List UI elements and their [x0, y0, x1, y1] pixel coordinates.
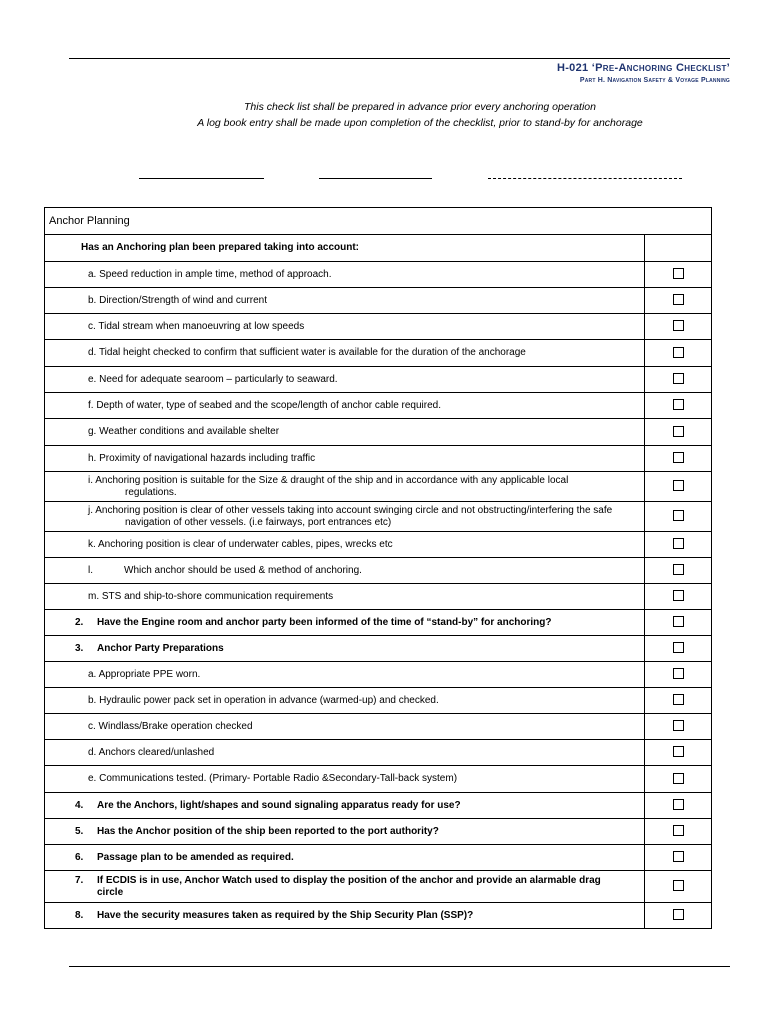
question-2-text [45, 610, 645, 636]
item-i-line-2: regulations. [125, 486, 177, 498]
item-h-text: h. Proximity of navigational hazards including traffic [45, 446, 645, 472]
prep-c-text: c. Windlass/Brake operation checked [45, 714, 645, 740]
question-7-text [45, 871, 645, 903]
question-6-checkbox[interactable] [673, 851, 684, 862]
item-a-checkbox[interactable] [673, 268, 684, 279]
question-8-number: 8. [75, 909, 84, 921]
item-l-checkbox[interactable] [673, 564, 684, 575]
table-row [45, 288, 712, 314]
table-row [45, 262, 712, 288]
table-row [45, 393, 712, 419]
table-row [45, 558, 712, 584]
item-i-text [45, 472, 645, 502]
item-k-text: k. Anchoring position is clear of underwater cables, pipes, wrecks etc [45, 532, 645, 558]
item-j-text [45, 502, 645, 532]
item-l-desc: Which anchor should be used & method of anchoring. [124, 564, 362, 576]
table-row [45, 610, 712, 636]
prep-d-text: d. Anchors cleared/unlashed [45, 740, 645, 766]
header-rule [69, 58, 730, 59]
table-row [45, 662, 712, 688]
item-c-checkbox[interactable] [673, 320, 684, 331]
question-6-number: 6. [75, 851, 84, 863]
document-subtitle: Part H. Navigation Safety & Voyage Planning [579, 77, 730, 84]
item-d-checkbox[interactable] [673, 347, 684, 358]
question-5-label: Has the Anchor position of the ship been reported to the port authority? [97, 825, 439, 837]
question-3-checkbox[interactable] [673, 642, 684, 653]
item-i-checkbox[interactable] [673, 480, 684, 491]
table-row [45, 903, 712, 929]
prep-c-checkbox[interactable] [673, 720, 684, 731]
table-row [45, 367, 712, 393]
item-g-checkbox[interactable] [673, 426, 684, 437]
table-row [45, 740, 712, 766]
question-8-label: Have the security measures taken as required by the Ship Security Plan (SSP)? [97, 909, 474, 921]
item-i-line-1: i. Anchoring position is suitable for the Size & draught of the ship and in accordance with any applicable local [88, 474, 569, 486]
section-title: Anchor Planning [45, 208, 712, 235]
question-7-checkbox[interactable] [673, 880, 684, 891]
question-2-checkbox[interactable] [673, 616, 684, 627]
document-title: H-021 ‘Pre-Anchoring Checklist’ [556, 62, 730, 74]
question-1-check-cell [645, 235, 712, 262]
table-row [45, 340, 712, 367]
question-7-number: 7. [75, 874, 84, 886]
table-row [45, 419, 712, 446]
item-b-checkbox[interactable] [673, 294, 684, 305]
table-row [45, 314, 712, 340]
question-6-text [45, 845, 645, 871]
item-f-text: f. Depth of water, type of seabed and the scope/length of anchor cable required. [45, 393, 645, 419]
question-5-checkbox[interactable] [673, 825, 684, 836]
signature-line-1[interactable] [139, 178, 264, 179]
prep-a-text: a. Appropriate PPE worn. [45, 662, 645, 688]
item-j-checkbox[interactable] [673, 510, 684, 521]
item-m-checkbox[interactable] [673, 590, 684, 601]
item-l-label: l. [88, 564, 93, 576]
question-8-checkbox[interactable] [673, 909, 684, 920]
item-m-text: m. STS and ship-to-shore communication requirements [45, 584, 645, 610]
item-e-checkbox[interactable] [673, 373, 684, 384]
question-4-checkbox[interactable] [673, 799, 684, 810]
table-row [45, 235, 712, 262]
table-row [45, 871, 712, 903]
prep-b-text: b. Hydraulic power pack set in operation in advance (warmed-up) and checked. [45, 688, 645, 714]
footer-rule [69, 966, 730, 967]
intro-line-2: A log book entry shall be made upon completion of the checklist, prior to stand-by for anchorage [197, 117, 643, 129]
item-h-checkbox[interactable] [673, 452, 684, 463]
item-e-text: e. Need for adequate searoom – particularly to seaward. [45, 367, 645, 393]
question-8-text [45, 903, 645, 929]
question-3-label: Anchor Party Preparations [97, 642, 224, 654]
item-k-checkbox[interactable] [673, 538, 684, 549]
signature-line-2[interactable] [319, 178, 432, 179]
question-1-text: Has an Anchoring plan been prepared taking into account: [45, 235, 645, 262]
intro-line-1: This check list shall be prepared in advance prior every anchoring operation [244, 101, 596, 113]
table-row [45, 472, 712, 502]
prep-d-checkbox[interactable] [673, 746, 684, 757]
item-l-text [45, 558, 645, 584]
question-3-number: 3. [75, 642, 84, 654]
question-7-line-1: If ECDIS is in use, Anchor Watch used to display the position of the anchor and provide an alarmable drag [97, 874, 601, 886]
question-7-line-2: circle [97, 886, 124, 898]
table-row [45, 845, 712, 871]
prep-b-checkbox[interactable] [673, 694, 684, 705]
table-row [45, 714, 712, 740]
item-g-text: g. Weather conditions and available shelter [45, 419, 645, 446]
table-row [45, 636, 712, 662]
table-row [45, 532, 712, 558]
prep-e-text: e. Communications tested. (Primary- Portable Radio &Secondary-Tall-back system) [45, 766, 645, 793]
question-3-text [45, 636, 645, 662]
prep-a-checkbox[interactable] [673, 668, 684, 679]
table-row [45, 766, 712, 793]
question-2-label: Have the Engine room and anchor party been informed of the time of “stand-by” for anchoring? [97, 616, 552, 628]
section-header-row [45, 208, 712, 235]
signature-line-3[interactable] [488, 178, 682, 179]
question-5-number: 5. [75, 825, 84, 837]
prep-e-checkbox[interactable] [673, 773, 684, 784]
table-row [45, 688, 712, 714]
table-row [45, 446, 712, 472]
item-f-checkbox[interactable] [673, 399, 684, 410]
item-a-text: a. Speed reduction in ample time, method of approach. [45, 262, 645, 288]
question-6-label: Passage plan to be amended as required. [97, 851, 294, 863]
table-row [45, 584, 712, 610]
question-4-label: Are the Anchors, light/shapes and sound signaling apparatus ready for use? [97, 799, 461, 811]
item-j-line-1: j. Anchoring position is clear of other vessels taking into account swinging circle and not obstructing/interfering the safe [88, 504, 613, 516]
table-row [45, 502, 712, 532]
question-2-number: 2. [75, 616, 84, 628]
table-row [45, 793, 712, 819]
table-row [45, 819, 712, 845]
item-c-text: c. Tidal stream when manoeuvring at low speeds [45, 314, 645, 340]
question-4-text [45, 793, 645, 819]
item-b-text: b. Direction/Strength of wind and current [45, 288, 645, 314]
question-5-text [45, 819, 645, 845]
question-4-number: 4. [75, 799, 84, 811]
item-d-text: d. Tidal height checked to confirm that sufficient water is available for the duration of the anchorage [45, 340, 645, 367]
checklist-table [44, 207, 712, 929]
item-j-line-2: navigation of other vessels. (i.e fairways, port entrances etc) [125, 516, 392, 528]
